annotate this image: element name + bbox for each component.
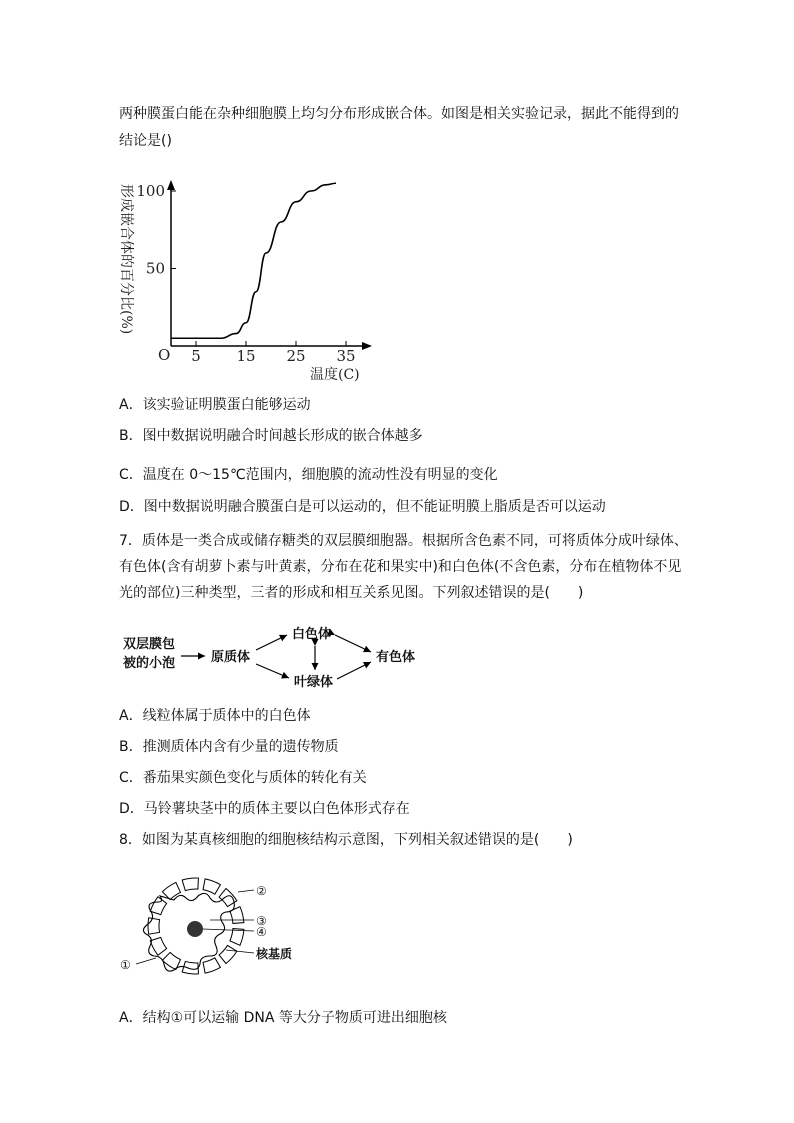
q7-option-c: C．番茄果实颜色变化与质体的转化有关 bbox=[119, 770, 367, 786]
q7-option-d: D．马铃薯块茎中的质体主要以白色体形式存在 bbox=[119, 801, 410, 817]
nucleolus bbox=[187, 921, 203, 937]
label-1: ① bbox=[120, 958, 131, 972]
q6-option-d: D．图中数据说明融合膜蛋白是可以运动的，但不能证明膜上脂质是否可以运动 bbox=[119, 499, 606, 515]
q6-stem-line1: 两种膜蛋白能在杂种细胞膜上均匀分布形成嵌合体。如图是相关实验记录，据此不能得到的 bbox=[119, 106, 679, 122]
q7-stem-line3: 光的部位)三种类型，三者的形成和相互关系见图。下列叙述错误的是( ) bbox=[119, 585, 584, 601]
arrow-chloroplast-to-chromoplast bbox=[337, 662, 371, 679]
x-tick-label: 5 bbox=[191, 347, 201, 365]
q7-stem-line2: 有色体(含有胡萝卜素与叶黄素，分布在花和果实中)和白色体(不含色素，分布在植物体不见 bbox=[119, 559, 682, 575]
q7-option-b: B．推测质体内含有少量的遗传物质 bbox=[119, 739, 339, 755]
label-3: ③ bbox=[256, 914, 267, 928]
vesicle-label-line1: 双层膜包 bbox=[123, 637, 176, 652]
x-axis-label: 温度(C) bbox=[310, 367, 360, 383]
nucleus-diagram bbox=[114, 872, 304, 980]
envelope-segment bbox=[182, 961, 198, 974]
y-tick-label: 100 bbox=[136, 182, 165, 200]
y-axis-arrow bbox=[167, 180, 175, 190]
chart-ticks bbox=[136, 182, 355, 365]
chromoplast-label: 有色体 bbox=[376, 650, 416, 665]
envelope-segment bbox=[150, 937, 166, 955]
x-tick-label: 15 bbox=[236, 347, 256, 365]
arrow-leucoplast-chromoplast bbox=[335, 635, 371, 652]
plastid-diagram bbox=[119, 622, 429, 694]
arrow-proplastid-to-leucoplast bbox=[256, 635, 287, 650]
proplastid-label: 原质体 bbox=[211, 650, 251, 665]
q7-option-a: A．线粒体属于质体中的白色体 bbox=[119, 708, 311, 724]
label-2: ② bbox=[256, 884, 267, 898]
envelope-segment bbox=[230, 907, 244, 924]
y-axis-label: 形成嵌合体的百分比(%) bbox=[118, 184, 134, 335]
q6-option-a: A．该实验证明膜蛋白能够运动 bbox=[119, 397, 311, 413]
temperature-chart bbox=[114, 178, 384, 383]
envelope-segment bbox=[203, 958, 220, 973]
q8-stem: 8．如图为某真核细胞的细胞核结构示意图，下列相关叙述错误的是( ) bbox=[119, 832, 573, 848]
chloroplast-label: 叶绿体 bbox=[294, 675, 334, 690]
envelope-segment bbox=[148, 918, 160, 934]
label-4: ④ bbox=[256, 925, 267, 939]
envelope-segment bbox=[182, 878, 198, 891]
leucoplast-label: 白色体 bbox=[292, 627, 332, 642]
envelope-segment bbox=[230, 929, 244, 946]
x-tick-label: 35 bbox=[336, 347, 356, 365]
leader-line-4 bbox=[203, 929, 254, 931]
leader-line-2 bbox=[238, 890, 254, 892]
q6-option-b: B．图中数据说明融合时间越长形成的嵌合体越多 bbox=[119, 428, 423, 444]
x-axis-arrow bbox=[362, 342, 372, 350]
y-tick-label: 50 bbox=[145, 259, 165, 278]
q6-stem-line2: 结论是() bbox=[119, 133, 172, 149]
q8-option-a: A．结构①可以运输 DNA 等大分子物质可进出细胞核 bbox=[119, 1010, 447, 1026]
q6-option-c: C．温度在 0～15℃范围内，细胞膜的流动性没有明显的变化 bbox=[119, 467, 498, 483]
q7-stem-line1: 7．质体是一类合成或储存糖类的双层膜细胞器。根据所含色素不同，可将质体分成叶绿体、 bbox=[119, 533, 688, 549]
x-tick-label: 25 bbox=[286, 347, 306, 365]
leader-line-1 bbox=[136, 958, 156, 964]
envelope-segment bbox=[203, 879, 220, 894]
vesicle-label-line2: 被的小泡 bbox=[123, 656, 176, 671]
arrow-proplastid-to-chloroplast bbox=[256, 664, 289, 678]
series-line bbox=[171, 183, 336, 338]
envelope-segment bbox=[219, 945, 237, 963]
origin-label: O bbox=[158, 346, 171, 364]
matrix-label: 核基质 bbox=[256, 947, 293, 961]
envelope-segment bbox=[150, 897, 166, 915]
